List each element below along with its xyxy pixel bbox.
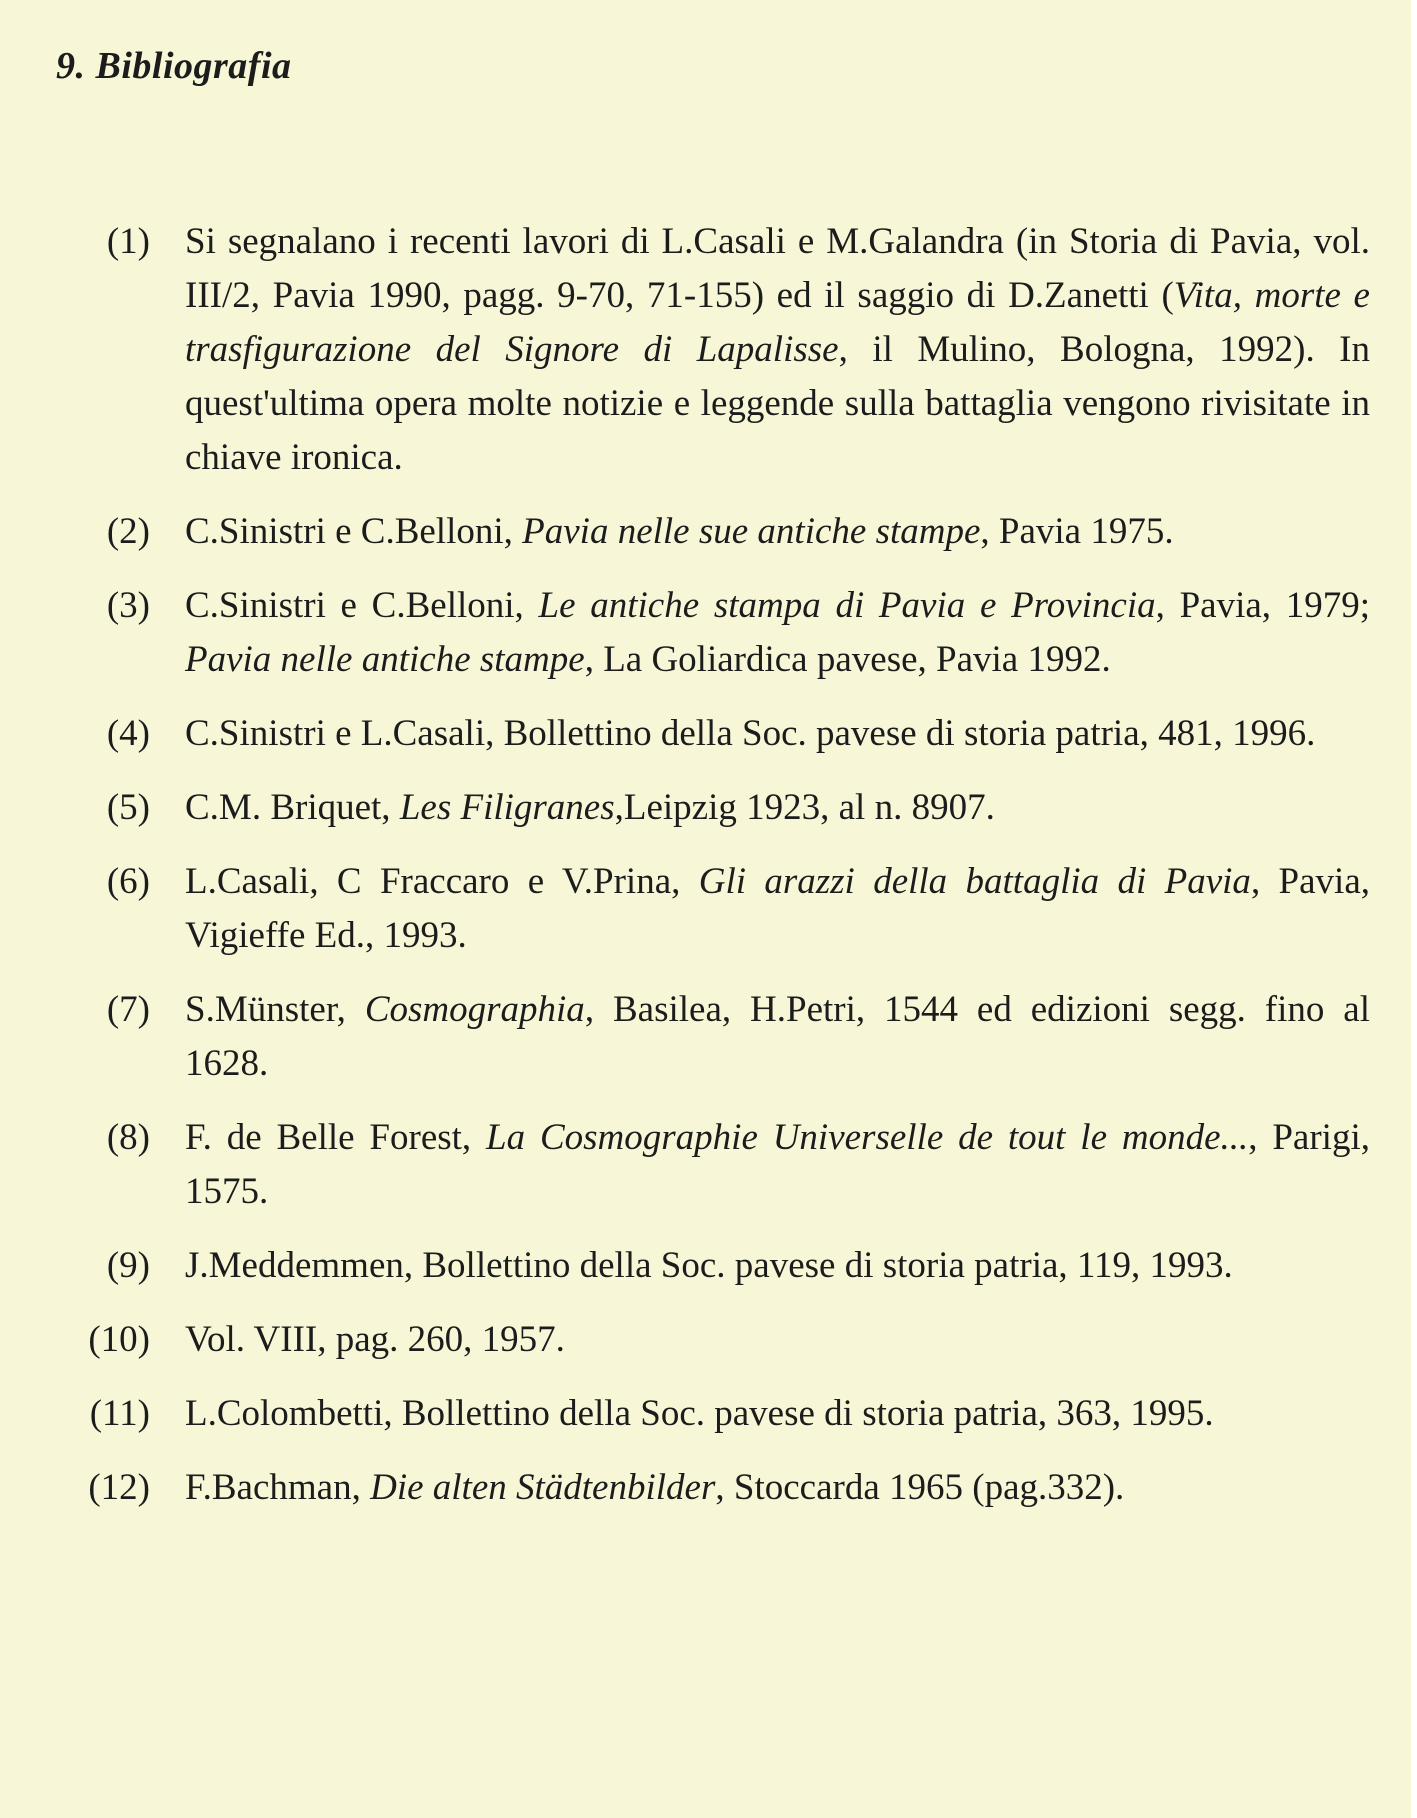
entry-number: (10) [88,1319,150,1360]
bibliography-entry [0,505,1417,559]
entry-title: Die alten Städtenbilder [370,1467,716,1508]
entry-segment: S.Münster, [185,989,365,1030]
entry-segment: , Basilea, H.Petri, 1544 ed edizioni segg. fino al 1628. [185,989,1370,1084]
bibliography-entry [0,1111,1417,1219]
entry-title: Vita, morte e trasfigurazione del Signore di Lapalisse [185,275,1370,370]
entry-segment: L.Colombetti, Bollettino della Soc. pavese di storia patria, 363, 1995. [185,1393,1214,1434]
entry-text [185,1387,1370,1441]
entry-title: La Cosmographie Universelle de tout le monde... [486,1117,1249,1158]
entry-text [185,1313,1370,1367]
bibliography-entry [0,1387,1417,1441]
entry-number: (1) [106,221,150,262]
bibliography-entry [0,215,1417,485]
entry-segment: , La Goliardica pavese, Pavia 1992. [584,639,1111,680]
entry-segment: , Stoccarda 1965 (pag.332). [715,1467,1125,1508]
bibliography-entry [0,707,1417,761]
entry-title: Pavia nelle antiche stampe [185,639,585,680]
bibliography-entry [0,855,1417,963]
entry-text [185,1111,1370,1219]
bibliography-entry [0,1461,1417,1515]
entry-title: Gli arazzi della battaglia di Pavia [698,861,1251,902]
entry-segment: C.Sinistri e C.Belloni, [185,585,539,626]
entry-text [185,1461,1370,1515]
entry-text [185,983,1370,1091]
entry-title: Les Filigranes [399,787,615,828]
entry-text [185,505,1370,559]
entry-title: Cosmographia [364,989,585,1030]
bibliography-entry [0,1239,1417,1293]
entry-segment: , Parigi, 1575. [185,1117,1370,1212]
bibliography-entry [0,579,1417,687]
entry-segment: ,Leipzig 1923, al n. 8907. [614,787,995,828]
entry-text [185,707,1370,761]
entry-segment: F.Bachman, [185,1467,371,1508]
bibliography-entry [0,781,1417,835]
entry-segment: C.Sinistri e L.Casali, Bollettino della Soc. pavese di storia patria, 481, 1996. [185,713,1316,754]
entry-number: (11) [89,1393,150,1434]
bibliography-entry [0,983,1417,1091]
entry-number: (4) [106,713,150,754]
entry-text [185,215,1370,485]
entry-segment: F. de Belle Forest, [185,1117,487,1158]
entry-title: Pavia nelle sue antiche stampe [522,511,981,552]
entry-number: (9) [106,1245,150,1286]
entry-text [185,579,1370,687]
entry-segment: J.Meddemmen, Bollettino della Soc. pavese di storia patria, 119, 1993. [185,1245,1233,1286]
entry-number: (5) [106,787,150,828]
entry-number: (8) [106,1117,150,1158]
entry-segment: Si segnalano i recenti lavori di L.Casali e M.Galandra (in Storia di Pavia, vol. III/2, Pavia 1990, pagg. 9-70, 71-155) ed il saggio di D.Zanetti ( [185,221,1370,316]
entry-number: (6) [106,861,150,902]
entry-segment: C.Sinistri e C.Belloni, [185,511,523,552]
entry-segment: , Pavia, Vigieffe Ed., 1993. [185,861,1370,956]
entry-number: (3) [106,585,150,626]
section-heading: 9. Bibliografia [56,45,292,87]
bibliography-entry [0,1313,1417,1367]
entry-segment: Vol. VIII, pag. 260, 1957. [185,1319,565,1360]
entry-text [185,1239,1370,1293]
entry-number: (7) [106,989,150,1030]
entry-text [185,855,1370,963]
entry-number: (2) [106,511,150,552]
entry-segment: , Pavia, 1979; [1155,585,1371,626]
entry-number: (12) [88,1467,150,1508]
bibliography-list [0,215,1417,1535]
entry-title: Le antiche stampa di Pavia e Provincia [538,585,1156,626]
entry-segment: C.M. Briquet, [185,787,400,828]
entry-segment: , il Mulino, Bologna, 1992). In quest'ultima opera molte notizie e leggende sulla battaglia vengono rivisitate in chiave ironica. [185,329,1370,478]
entry-text [185,781,1370,835]
entry-segment: L.Casali, C Fraccaro e V.Prina, [185,861,699,902]
entry-segment: , Pavia 1975. [980,511,1174,552]
